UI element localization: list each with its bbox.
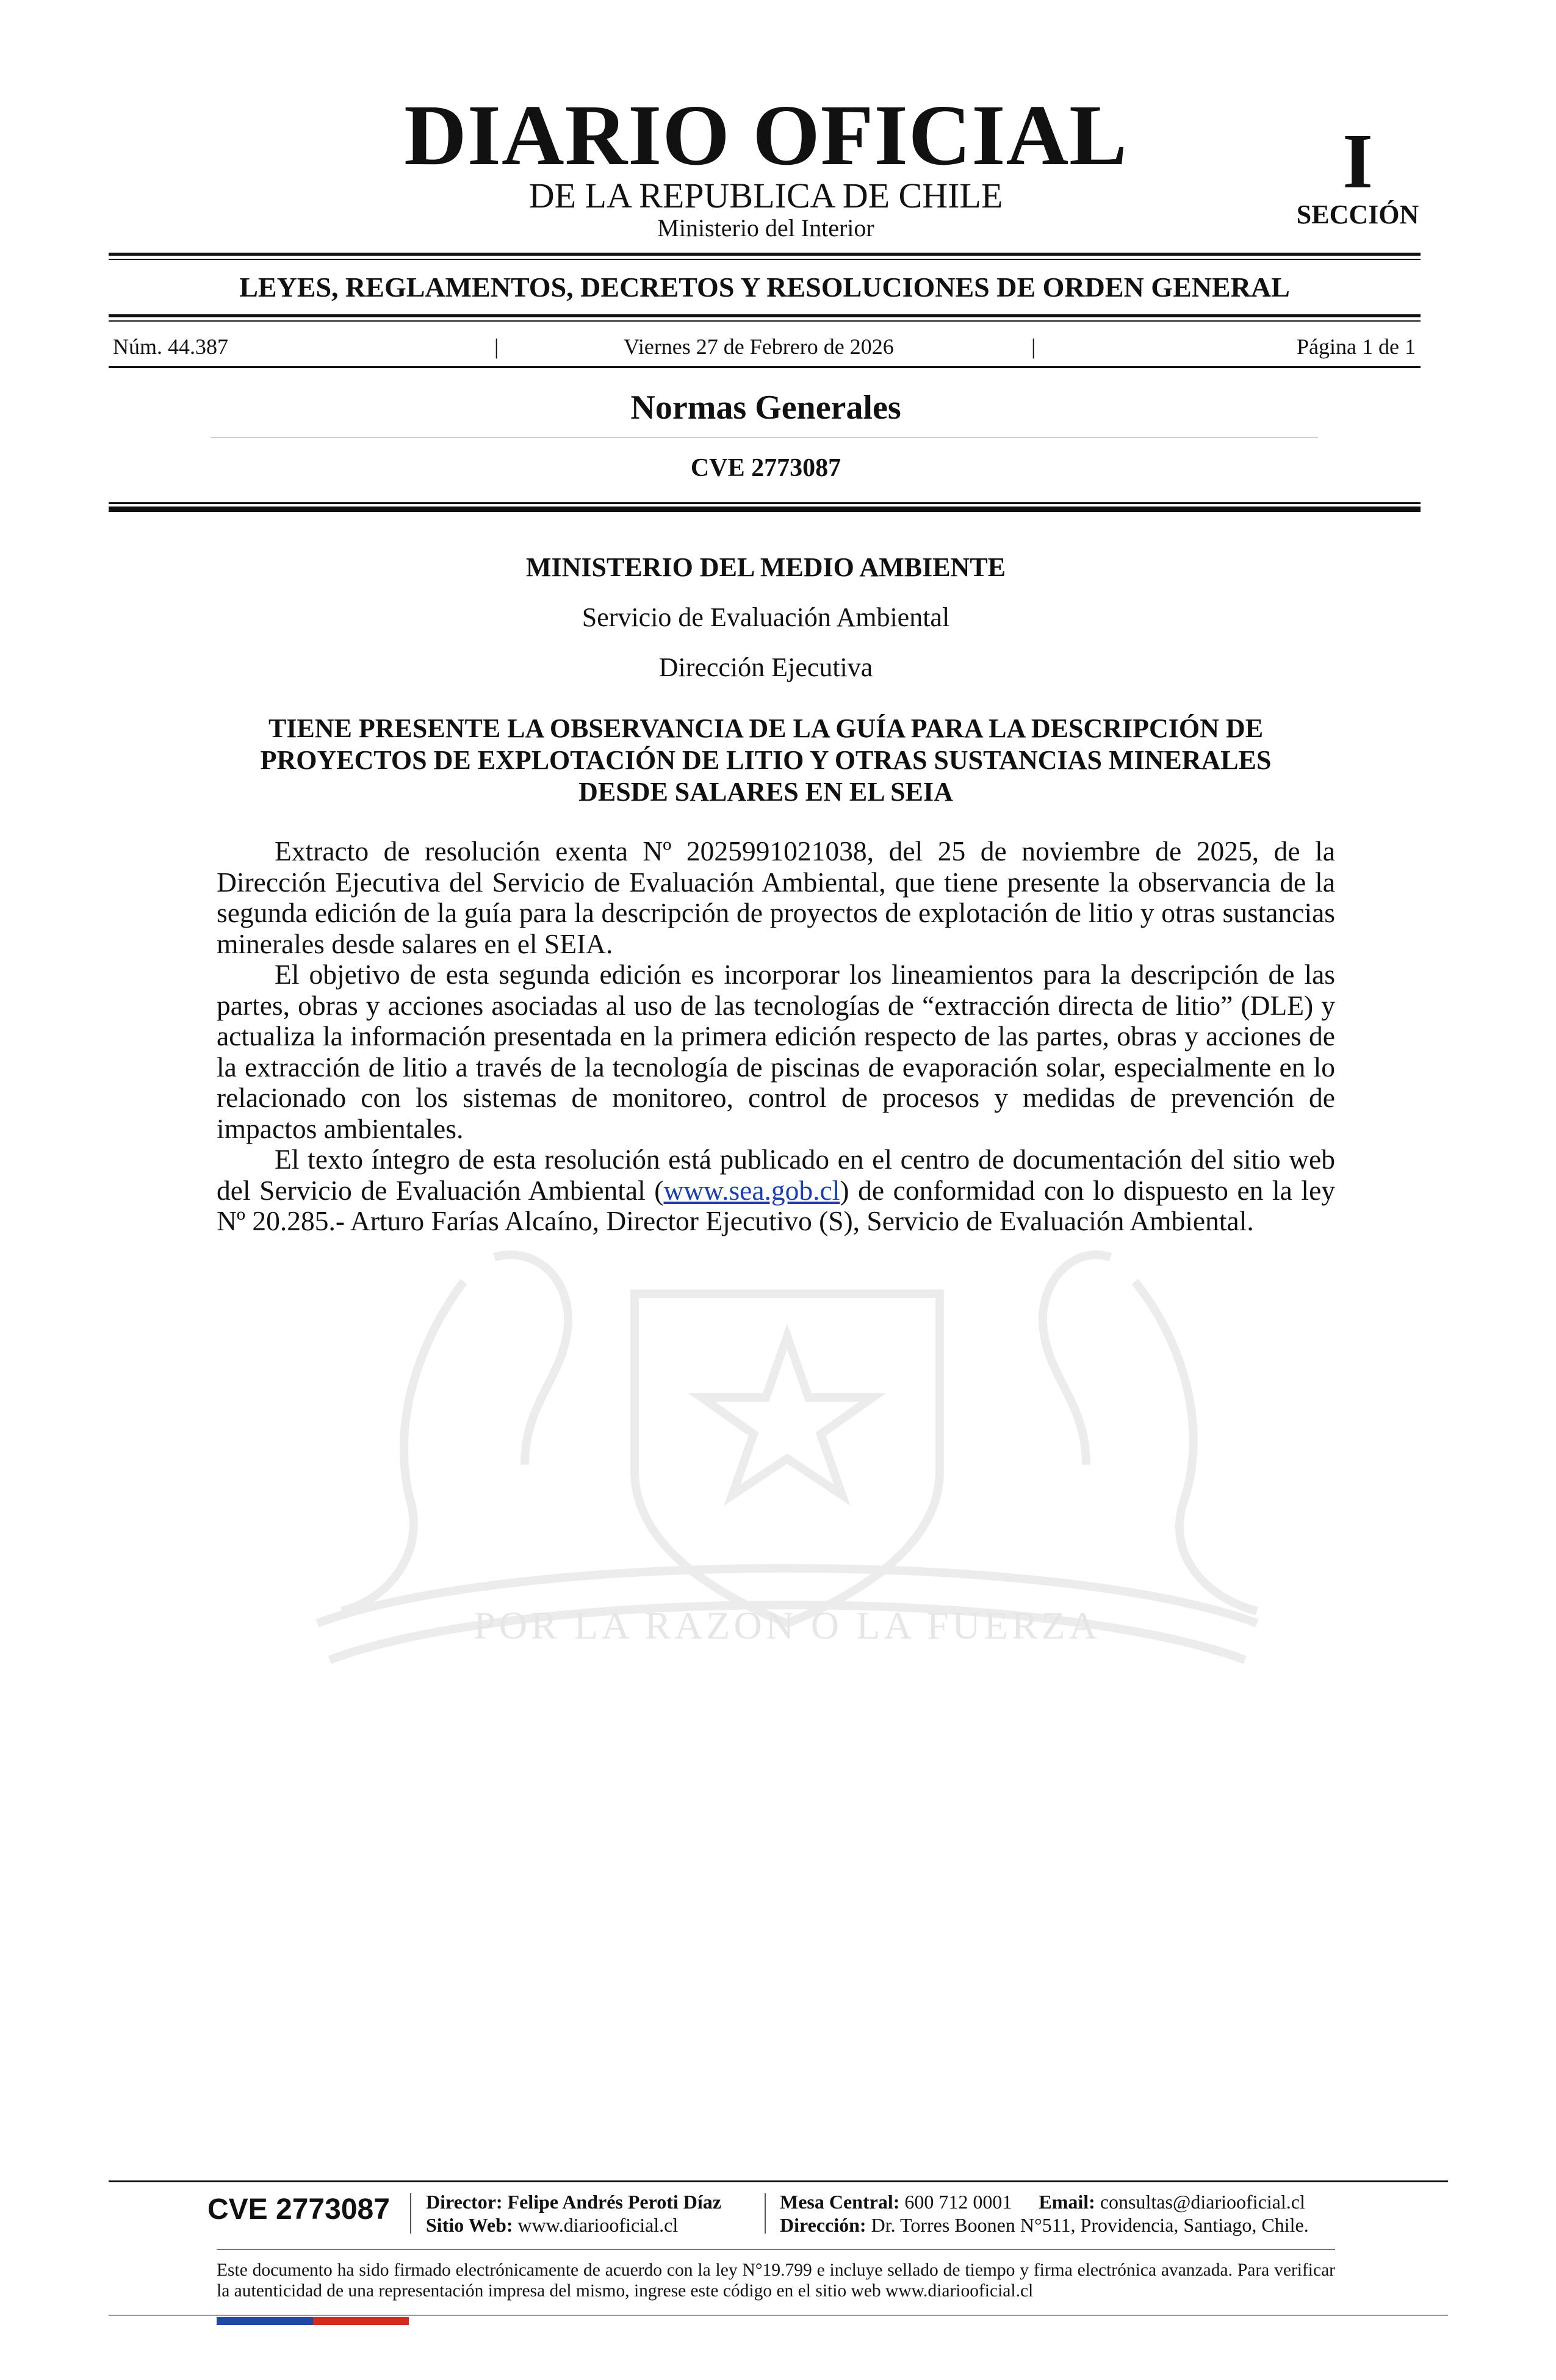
paragraph-1: Extracto de resolución exenta Nº 2025991021038, del 25 de noviembre de 2025, de la Dirección Ejecutiva del Servicio de Evaluación Ambiental, que tiene presente la observancia de la segunda edición de la guía para la descripción de proyectos de explotación de litio y otras sustancias minerales desde salares en el SEIA.: [217, 835, 1335, 959]
star-icon: [702, 1336, 873, 1495]
header-rule-thick: [109, 253, 1421, 256]
issue-number: Núm. 44.387: [113, 334, 228, 359]
paragraph-2: El objetivo de esta segunda edición es incorporar los lineamientos para la descripción de las partes, obras y acciones asociadas al uso de las tecnologías de “extracción directa de litio” (DLE) y actualiza la información presentada en la primera edición respecto de las partes, obras y acciones de la extracción de litio a través de la tecnología de piscinas de evaporación solar, especialmente en lo relacionado con los sistemas de monitoreo, control de procesos y medidas de prevención de impactos ambientales.: [217, 959, 1335, 1144]
footer-website: [426, 2214, 678, 2236]
issue-rule: [109, 366, 1421, 368]
footer-separator-right: [765, 2193, 766, 2234]
huemul-outline: [342, 1282, 464, 1611]
masthead-title: DIARIO OFICIAL: [404, 87, 1128, 183]
laws-rule-thick: [109, 314, 1421, 317]
website-value: www.diariooficial.cl: [517, 2214, 679, 2236]
phone-value: 600 712 0001: [904, 2191, 1012, 2213]
address-value: Dr. Torres Boonen N°511, Providencia, Santiago, Chile.: [871, 2214, 1309, 2236]
director-value: Felipe Andrés Peroti Díaz: [507, 2191, 721, 2213]
section-numeral: I: [1342, 118, 1373, 204]
footer-cve: CVE 2773087: [207, 2193, 390, 2226]
sea-website-link[interactable]: www.sea.gob.cl: [663, 1174, 840, 1206]
issue-separator-right: |: [1031, 334, 1036, 359]
paragraph-3: [217, 1144, 1335, 1237]
laws-rule-thin: [109, 320, 1421, 322]
motto-text: POR LA RAZON O LA FUERZA: [474, 1604, 1101, 1647]
footer-rule-bottom: [109, 2315, 1448, 2316]
section-cve: CVE 2773087: [690, 454, 841, 482]
paragraph-3-before: El texto íntegro de esta resolución está publicado en el centro de documentación del sitio web del Servicio de Evaluación Ambiental (: [217, 1144, 1335, 1206]
coat-of-arms-watermark: [207, 1208, 1367, 1684]
masthead-ministry: Ministerio del Interior: [657, 214, 874, 242]
footer-contact: [780, 2191, 1305, 2213]
condor-outline: [1043, 1255, 1111, 1465]
laws-heading: LEYES, REGLAMENTOS, DECRETOS Y RESOLUCIONES DE ORDEN GENERAL: [239, 272, 1290, 303]
flag-stripe-red: [313, 2317, 409, 2325]
header-rule-thin: [109, 259, 1421, 260]
issue-date: Viernes 27 de Febrero de 2026: [624, 334, 894, 359]
section-title-rule: [211, 437, 1318, 438]
cve-rule-thick: [109, 507, 1421, 512]
flag-stripe-blue: [217, 2317, 313, 2325]
document-body: [217, 836, 1335, 1237]
director-label: Director:: [426, 2191, 503, 2213]
footer-address: [780, 2214, 1309, 2236]
section-label: SECCIÓN: [1296, 200, 1419, 229]
document-ministry: MINISTERIO DEL MEDIO AMBIENTE: [525, 552, 1006, 582]
footer-director: [426, 2191, 721, 2213]
address-label: Dirección:: [780, 2214, 866, 2236]
phone-label: Mesa Central:: [780, 2191, 900, 2213]
footer-mid-rule: [217, 2249, 1335, 2250]
document-title: TIENE PRESENTE LA OBSERVANCIA DE LA GUÍA PARA LA DESCRIPCIÓN DE PROYECTOS DE EXPLOTACIÓN DE LITIO Y OTRAS SUSTANCIAS MINERALES DESDE SALARES EN EL SEIA: [260, 713, 1272, 807]
issue-separator-left: |: [494, 334, 499, 359]
paragraph-3-after: ) de conformidad con lo dispuesto en la ley Nº 20.285.- Arturo Farías Alcaíno, Director Ejecutivo (S), Servicio de Evaluación Ambiental.: [217, 1174, 1336, 1236]
section-title: Normas Generales: [630, 389, 901, 427]
issue-page: Página 1 de 1: [1297, 334, 1416, 359]
footer-rule-top: [109, 2180, 1448, 2182]
footer-verification-note: Este documento ha sido firmado electrónicamente de acuerdo con la ley N°19.799 e incluye sellado de tiempo y firma electrónica avanzada. Para verificar la autenticidad de una representación impresa del mismo, ingrese este código en el sitio web www.diariooficial.cl: [217, 2260, 1335, 2301]
document-direction: Dirección Ejecutiva: [658, 652, 873, 682]
cve-rule-thin: [109, 502, 1421, 504]
masthead-subtitle: DE LA REPUBLICA DE CHILE: [528, 176, 1003, 215]
issue-row: [113, 334, 1416, 359]
email-value: consultas@diariooficial.cl: [1100, 2191, 1305, 2213]
footer-separator-left: [410, 2193, 411, 2234]
website-label: Sitio Web:: [426, 2214, 513, 2236]
document-service: Servicio de Evaluación Ambiental: [582, 602, 950, 632]
email-label: Email:: [1039, 2191, 1095, 2213]
